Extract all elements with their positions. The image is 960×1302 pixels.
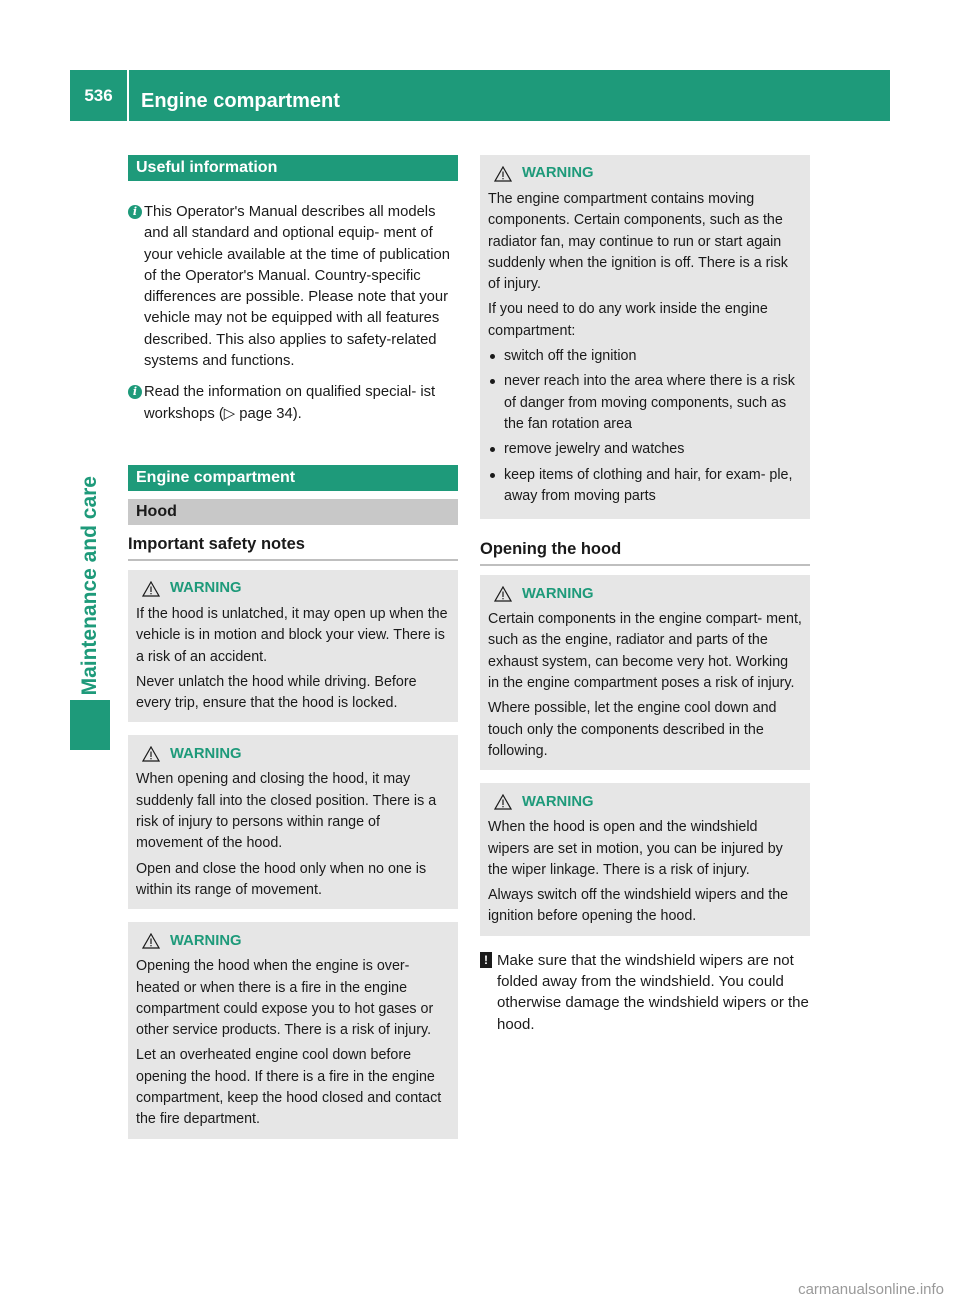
note-text: Make sure that the windshield wipers are not folded away from the windshield. You could otherwise damage the windshield wipers or the hood. [497,951,809,1033]
info-paragraph [128,202,458,372]
warning-text: If the hood is unlatched, it may open up when the vehicle is in motion and block your view. There is a risk of an accident. [136,605,448,665]
info-icon: i [128,205,142,219]
warning-triangle-icon [142,746,160,762]
warning-box [128,735,458,909]
warning-text: Opening the hood when the engine is over- heated or when there is a fire in the engine compartment could expose you to hot gases or other service products. There is a risk of injury. [136,958,434,1039]
info-text: This Operator's Manual describes all models and all standard and optional equip- ment of your vehicle available at the time of publication of the Operator's Manual. Country-specific differences are possible. Please note that your vehicle may not be equipped with all features described. This also applies to safety-related systems and functions. [144,204,450,370]
warning-label: WARNING [170,932,242,949]
list-item: never reach into the area where there is a risk of danger from moving components, such as the fan rotation area [488,371,802,435]
warning-label: WARNING [522,585,594,602]
sidebar-marker [70,700,110,750]
page-title: Engine compartment [141,90,340,112]
warning-text: Never unlatch the hood while driving. Before every trip, ensure that the hood is locked. [136,673,417,712]
warning-box [480,575,810,770]
right-column [480,155,810,1035]
opening-hood-heading: Opening the hood [480,540,810,566]
header-divider [127,70,129,121]
warning-text: When opening and closing the hood, it may suddenly fall into the closed position. There is a risk of injury to persons within range of movement of the hood. [136,771,437,852]
warning-triangle-icon [494,586,512,602]
warning-header [488,583,802,605]
engine-compartment-heading: Engine compartment [128,465,458,491]
warning-box [480,783,810,935]
safety-notes-heading: Important safety notes [128,535,458,561]
warning-text: Certain components in the engine compart- ment, such as the engine, radiator and parts of the exhaust system, can become very hot. Working in the engine compartment poses a risk of injury. [488,611,802,692]
watermark: carmanualsonline.info [798,1281,944,1298]
warning-triangle-icon [142,933,160,949]
exclamation-icon: ! [480,952,492,968]
warning-text: Let an overheated engine cool down before opening the hood. If there is a fire in the engine compartment, keep the hood closed and contact the fire department. [136,1047,442,1128]
warning-label: WARNING [522,793,594,810]
left-column [128,155,458,1139]
section-sidebar [70,120,110,750]
warning-text: Always switch off the windshield wipers and the ignition before opening the hood. [488,887,789,925]
warning-text: Open and close the hood only when no one is within its range of movement. [136,860,427,898]
warning-box [128,570,458,722]
material-damage-note [480,950,810,1035]
warning-box [128,922,458,1138]
list-item: switch off the ignition [488,346,802,367]
hood-heading: Hood [128,499,458,525]
page-number: 536 [84,86,113,105]
warning-box [480,155,810,519]
warning-label: WARNING [170,580,242,597]
warning-header [488,791,802,813]
warning-text: The engine compartment contains moving components. Certain components, such as the radiator fan, may continue to run or start again suddenly when the ignition is off. There is a risk of injury. [488,191,788,293]
warning-text: When the hood is open and the windshield wipers are set in motion, you can be injured by the wiper linkage. There is a risk of injury. [488,819,783,878]
list-item: keep items of clothing and hair, for exam- ple, away from moving parts [488,465,802,508]
warning-triangle-icon [494,166,512,182]
sidebar-label-wrap [70,120,110,695]
bullet-list [488,346,802,507]
info-icon: i [128,385,142,399]
useful-information-heading: Useful information [128,155,458,181]
warning-header [488,163,802,185]
info-text: Read the information on qualified special- ist workshops (▷ page 34). [144,384,436,422]
warning-text: If you need to do any work inside the engine compartment: [488,301,768,339]
warning-text: Where possible, let the engine cool down and touch only the components described in the following. [488,700,777,759]
warning-label: WARNING [522,165,594,182]
list-item: remove jewelry and watches [488,439,802,460]
warning-triangle-icon [494,794,512,810]
warning-header [136,930,450,952]
warning-header [136,743,450,765]
warning-label: WARNING [170,745,242,762]
info-paragraph [128,382,458,425]
sidebar-label: Maintenance and care [78,475,101,695]
warning-header [136,578,450,600]
warning-triangle-icon [142,581,160,597]
